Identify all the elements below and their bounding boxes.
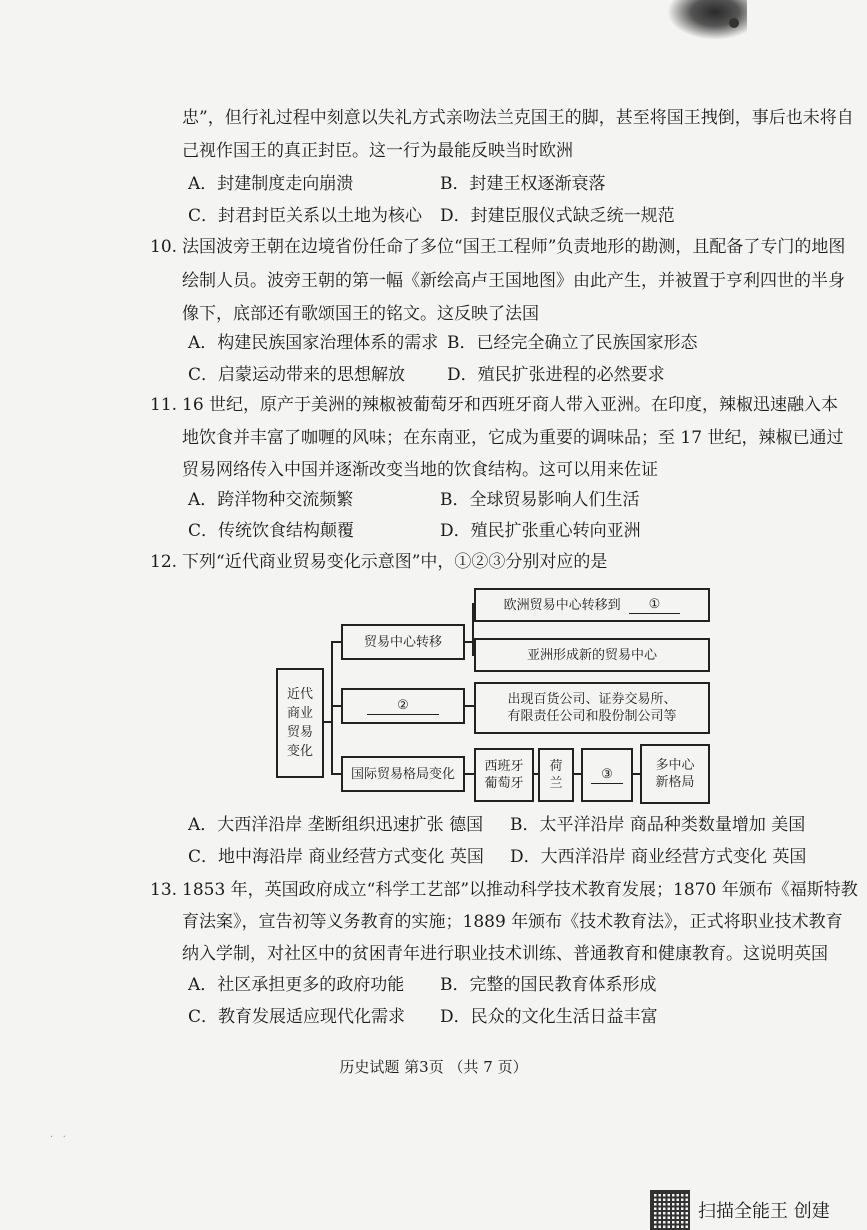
q11-number: 11. bbox=[150, 395, 178, 415]
q10-option-b: B．已经完全确立了民族国家形态 bbox=[447, 333, 698, 353]
watermark-text: 扫描全能王 创建 bbox=[698, 1201, 830, 1222]
qr-code-icon bbox=[650, 1190, 690, 1230]
page-footer: 历史试题 第3页 （共 7 页） bbox=[339, 1058, 528, 1076]
q12-option-b: B．太平洋沿岸 商品种类数量增加 美国 bbox=[510, 815, 806, 835]
q11-option-c: C．传统饮食结构颠覆 bbox=[188, 521, 355, 541]
intro-line-2: 己视作国王的真正封臣。这一行为最能反映当时欧洲 bbox=[182, 141, 573, 161]
q11-option-d: D．殖民扩张重心转向亚洲 bbox=[440, 521, 641, 541]
stage4-line-1: 多中心 bbox=[655, 758, 695, 773]
q10-number: 10. bbox=[150, 237, 178, 257]
branch2-connector bbox=[331, 705, 341, 707]
sub-commerce-line-2: 有限责任公司和股份制公司等 bbox=[507, 709, 677, 724]
q11-line-3: 贸易网络传入中国并逐渐改变当地的饮食结构。这可以用来佐证 bbox=[182, 460, 658, 480]
stage2-line-2: 兰 bbox=[549, 776, 563, 791]
q11-option-a: A．跨洋物种交流频繁 bbox=[188, 490, 354, 510]
q9-option-b: B．封建王权逐渐衰落 bbox=[440, 174, 606, 194]
q13-line-1: 1853 年，英国政府成立“科学工艺部”以推动科学技术教育发展；1870 年颁布《福斯特教 bbox=[182, 880, 858, 900]
intro-line-1: 忠”，但行礼过程中刻意以失礼方式亲吻法兰克国王的脚，甚至将国王拽倒，事后也未将自 bbox=[182, 108, 854, 128]
root-char-4: 变化 bbox=[286, 744, 313, 759]
q10-line-3: 像下，底部还有歌颂国王的铭文。这反映了法国 bbox=[182, 304, 539, 324]
q13-option-b: B．完整的国民教育体系形成 bbox=[440, 975, 657, 995]
sub-commerce-forms bbox=[474, 682, 710, 734]
stage-netherlands bbox=[538, 748, 574, 802]
stage-arrow-3 bbox=[631, 773, 640, 775]
blank-3: ③ bbox=[591, 766, 623, 784]
branch3-connector bbox=[331, 773, 341, 775]
q10-line-2: 绘制人员。波旁王朝的第一幅《新绘高卢王国地图》由此产生，并被置于亨利四世的半身 bbox=[182, 271, 845, 291]
stage1-line-1: 西班牙 bbox=[484, 759, 524, 774]
root-char-2: 商业 bbox=[286, 706, 313, 721]
q9-option-d: D．封建臣服仪式缺乏统一规范 bbox=[440, 206, 675, 226]
scan-speck bbox=[729, 18, 739, 28]
q13-line-3: 纳入学制，对社区中的贫困青年进行职业技术训练、普通教育和健康教育。这说明英国 bbox=[182, 944, 828, 964]
q10-line-1: 法国波旁王朝在边境省份任命了多位“国王工程师”负责地形的勘测，且配备了专门的地图 bbox=[182, 237, 846, 257]
sub-commerce-line-1: 出现百货公司、证券交易所、 bbox=[507, 692, 677, 707]
sub-europe-text: 欧洲贸易中心转移到 bbox=[503, 597, 621, 613]
b3-out bbox=[463, 773, 474, 775]
scanner-watermark bbox=[650, 1190, 830, 1230]
q13-line-2: 育法案》，宣告初等义务教育的实施；1889 年颁布《技术教育法》，正式将职业技术教育 bbox=[182, 912, 843, 932]
stage-blank-3 bbox=[581, 748, 633, 802]
stage2-line-1: 荷 bbox=[549, 759, 563, 774]
diagram-root-box bbox=[276, 668, 324, 778]
root-char-1: 近代 bbox=[286, 687, 313, 702]
stage-multicenter bbox=[640, 744, 710, 804]
stage1-line-2: 葡萄牙 bbox=[484, 776, 524, 791]
sub-europe-center bbox=[474, 588, 710, 622]
q13-option-d: D．民众的文化生活日益丰富 bbox=[440, 1007, 658, 1027]
q12-option-c: C．地中海沿岸 商业经营方式变化 英国 bbox=[188, 847, 484, 867]
q12-option-d: D．大西洋沿岸 商业经营方式变化 英国 bbox=[510, 847, 807, 867]
branch1-connector bbox=[331, 641, 341, 643]
q13-number: 13. bbox=[150, 880, 178, 900]
q9-option-a: A．封建制度走向崩溃 bbox=[188, 174, 354, 194]
scan-specks: · · bbox=[50, 1132, 66, 1143]
branch-trade-center-transfer: 贸易中心转移 bbox=[341, 624, 465, 660]
q12-question-line: 下列“近代商业贸易变化示意图”中，①②③分别对应的是 bbox=[182, 552, 608, 572]
root-char-3: 贸易 bbox=[286, 725, 313, 740]
branch-blank-2 bbox=[341, 688, 465, 724]
q10-option-d: D．殖民扩张进程的必然要求 bbox=[447, 365, 665, 385]
q9-option-c: C．封君封臣关系以土地为核心 bbox=[188, 206, 423, 226]
q11-option-b: B．全球贸易影响人们生活 bbox=[440, 490, 640, 510]
blank-2: ② bbox=[367, 697, 439, 715]
q10-option-c: C．启蒙运动带来的思想解放 bbox=[188, 365, 406, 385]
branch-trade-pattern-change: 国际贸易格局变化 bbox=[341, 756, 465, 792]
b2-out bbox=[463, 705, 474, 707]
q13-option-c: C．教育发展适应现代化需求 bbox=[188, 1007, 406, 1027]
trunk-line bbox=[331, 641, 333, 774]
blank-1: ① bbox=[629, 596, 681, 614]
q12-number: 12. bbox=[150, 552, 178, 572]
q11-line-1: 16 世纪，原产于美洲的辣椒被葡萄牙和西班牙商人带入亚洲。在印度，辣椒迅速融入本 bbox=[182, 395, 839, 415]
q11-line-2: 地饮食并丰富了咖喱的风味；在东南亚，它成为重要的调味品；至 17 世纪，辣椒已通过 bbox=[182, 428, 844, 448]
sub-asia-center: 亚洲形成新的贸易中心 bbox=[474, 638, 710, 672]
stage4-line-2: 新格局 bbox=[655, 775, 695, 790]
q12-option-a: A．大西洋沿岸 垄断组织迅速扩张 德国 bbox=[188, 815, 484, 835]
q10-option-a: A．构建民族国家治理体系的需求 bbox=[188, 333, 439, 353]
stage-spain-portugal bbox=[474, 748, 534, 802]
q13-option-a: A．社区承担更多的政府功能 bbox=[188, 975, 405, 995]
stage-arrow-2 bbox=[572, 773, 581, 775]
